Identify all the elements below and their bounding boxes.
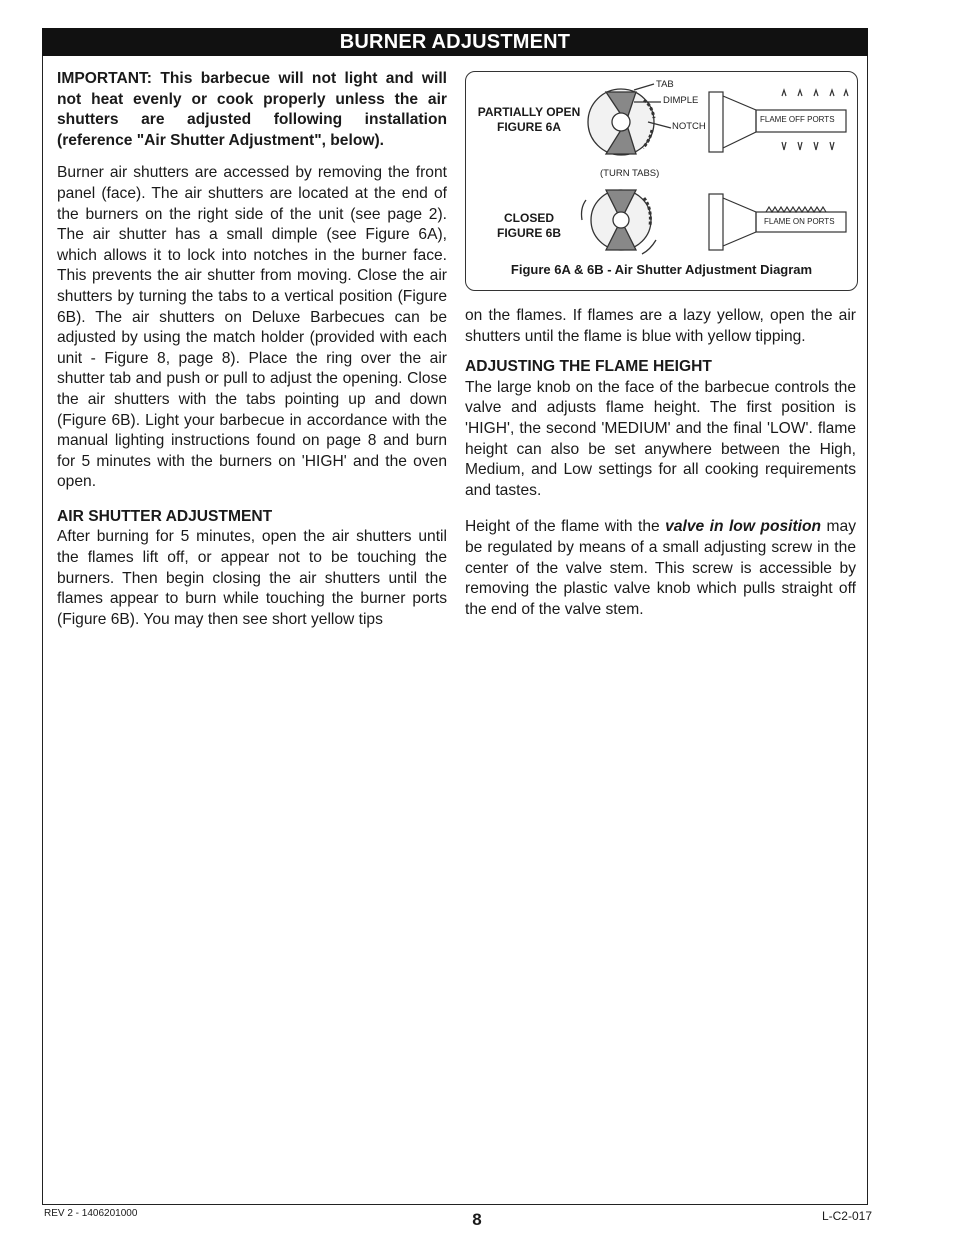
shutter-6a-icon <box>588 84 671 155</box>
label-dimple: DIMPLE <box>663 95 699 106</box>
continuation-paragraph: on the flames. If flames are a lazy yellow, open the air shutters until the flame is blue with yellow tipping. <box>465 307 856 345</box>
intro-paragraph: Burner air shutters are accessed by removing the front panel (face). The air shutters are located at the end of the burners on the right side of the unit (see page 2). The air shutter has a small dimple (see Figure 6A), which allows it to lock into notches in the burner face. This prevents the air shutter from moving. Close the air shutters by turning the tabs to a vertical position (Figure 6B). The air shutters on Deluxe Barbecues can be adjusted by using the match holder (provided with each unit - Figure 8, page 8). Place the ring over the air shutter tab and push or pull to adjust the opening. Close the air shutters with the tabs pointing up and down (Figure 6B). Light your barbecue in accordance with the manual lighting instructions found on page 8 and burn for 5 minutes with the burners on 'HIGH' and the oven open. <box>57 164 447 491</box>
page-number: 8 <box>472 1210 482 1229</box>
document-code: L-C2-017 <box>821 1209 872 1223</box>
label-figure-6a <box>474 105 584 135</box>
low-position-paragraph <box>465 517 856 620</box>
label-6a-number: FIGURE 6A <box>496 120 561 134</box>
label-flame-off-ports: FLAME OFF PORTS <box>760 115 835 124</box>
label-6a-state: PARTIALLY OPEN <box>477 105 581 119</box>
air-shutter-diagram <box>465 71 858 291</box>
label-tab: TAB <box>656 79 674 90</box>
label-figure-6b <box>474 211 584 241</box>
label-6b-state: CLOSED <box>503 211 554 225</box>
label-6b-number: FIGURE 6B <box>496 226 561 240</box>
flame-height-heading: ADJUSTING THE FLAME HEIGHT <box>465 358 712 376</box>
label-turn-tabs: (TURN TABS) <box>600 168 660 179</box>
low-text-before: Height of the flame with the <box>465 518 666 536</box>
air-shutter-heading: AIR SHUTTER ADJUSTMENT <box>57 507 273 525</box>
label-flame-on-ports: FLAME ON PORTS <box>764 217 835 226</box>
label-notch: NOTCH <box>672 121 706 132</box>
shutter-6b-icon <box>582 190 657 254</box>
revision-number: REV 2 - 1406201000 <box>44 1208 138 1219</box>
flame-height-paragraph: The large knob on the face of the barbecue controls the valve and adjusts flame height. The first position is 'HIGH', the second 'MEDIUM' and the final 'LOW'. flame height can also be set anywhere between the High, Medium, and Low settings for all cooking requirements and tastes. <box>465 378 856 499</box>
left-column <box>57 69 447 630</box>
figure-caption: Figure 6A & 6B - Air Shutter Adjustment Diagram <box>510 262 813 277</box>
low-text-after: may be regulated by means of a small adjusting screw in the center of the valve stem. This screw is accessible by removing the plastic valve knob which pulls straight off the end of the valve stem. <box>465 518 856 618</box>
low-text-emphasis: valve in low position <box>665 518 822 536</box>
important-notice: IMPORTANT: This barbecue will not light and will not heat evenly or cook properly unless the air shutters are adjusted following installation (reference "Air Shutter Adjustment", below). <box>57 70 447 149</box>
air-shutter-paragraph: After burning for 5 minutes, open the air shutters until the flames lift off, or appear not to be touching the burners. Then begin closing the air shutters until the flames appear to burn while touching the burner ports (Figure 6B). You may then see short yellow tips <box>57 528 447 628</box>
page-title: BURNER ADJUSTMENT <box>42 28 868 56</box>
right-column <box>465 306 856 620</box>
